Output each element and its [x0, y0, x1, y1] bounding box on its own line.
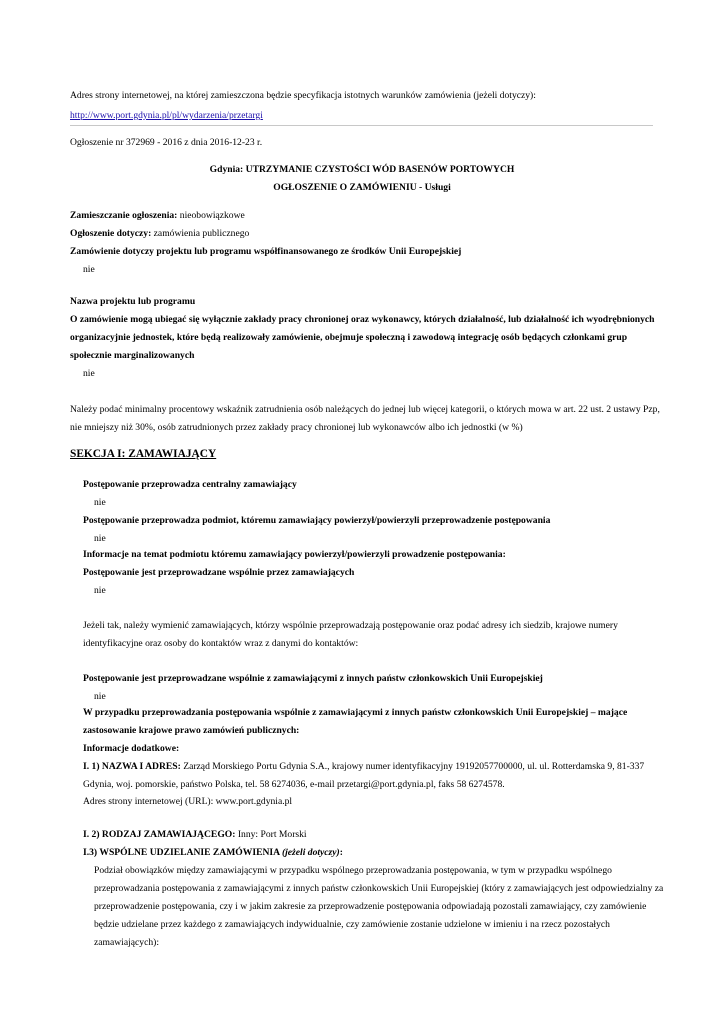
site-url[interactable]: http://www.port.gdynia.pl/pl/wydarzenia/przetargi [70, 110, 263, 121]
eu-project-question: Zamówienie dotyczy projektu lub programu współfinansowanego ze środków Unii Europejskiej [70, 246, 462, 257]
percent-text-1: Należy podać minimalny procentowy wskaźnik zatrudnienia osób należących do jednej lub więcej kategorii, o których mowa w art. 22 ust. 2 ustawy Pzp, [70, 404, 660, 415]
name-address-value: Zarząd Morskiego Portu Gdynia S.A., krajowy numer identyfikacyjny 19192057700000, ul. ul. Rotterdamska 9, 81-337 [183, 761, 645, 772]
division-text-1: Podział obowiązków między zamawiającymi w przypadku wspólnego przeprowadzania postępowania, w tym w przypadku wspólnego [94, 865, 612, 876]
entrusted-question: Postępowanie przeprowadza podmiot, któremu zamawiający powierzył/powierzyli przeprowadzenie postępowania [83, 515, 551, 526]
joint-eu-question: Postępowanie jest przeprowadzane wspólnie z zamawiającymi z innych państw członkowskich Unii Europejskiej [83, 673, 543, 684]
concerns-row [70, 225, 249, 243]
eu-project-answer: nie [83, 264, 95, 275]
central-question: Postępowanie przeprowadza centralny zamawiający [83, 479, 297, 490]
site-url-link[interactable] [70, 107, 263, 125]
name-address-row [83, 758, 644, 776]
address-line-2: Gdynia, woj. pomorskie, państwo Polska, tel. 58 6274036, e-mail przetargi@port.gdynia.pl, faks 58 6274578. [83, 779, 505, 790]
site-label: Adres strony internetowej, na której zamieszczona będzie specyfikacja istotnych warunków zamówienia (jeżeli dotyczy): [70, 90, 536, 101]
sheltered-question-2: organizacyjnie jednostek, które będą realizowały zamówienie, obejmuje społeczną i zawodową integrację osób będących członkami grup [70, 332, 628, 343]
joint-award-label: I.3) WSPÓLNE UDZIELANIE ZAMÓWIENIA [83, 847, 280, 858]
entrusted-answer: nie [94, 533, 106, 544]
website-line: Adres strony internetowej (URL): www.port.gdynia.pl [83, 796, 293, 807]
sheltered-question-1: O zamówienie mogą ubiegać się wyłącznie zakłady pracy chronionej oraz wykonawcy, których działalność, lub działalność ich wyodrębnionych [70, 314, 655, 325]
percent-text-2: nie mniejszy niż 30%, osób zatrudnionych przez zakłady pracy chronionej lub wykonawców albo ich jednostki (w %) [70, 422, 523, 433]
posting-label: Zamieszczanie ogłoszenia: [70, 210, 178, 221]
posting-value: nieobowiązkowe [179, 210, 245, 221]
sheltered-question-3: społecznie marginalizowanych [70, 350, 195, 361]
division-text-5: zamawiających): [94, 937, 159, 948]
section-1-heading: SEKCJA I: ZAMAWIAJĄCY [70, 448, 217, 460]
contracting-type-row [83, 826, 307, 844]
posting-row [70, 207, 245, 225]
division-text-2: przeprowadzania postępowania z zamawiającymi z innych państw członkowskich Unii Europejskiej (który z zamawiających jest odpowiedzialny za [94, 883, 664, 894]
joint-description-2: identyfikacyjne oraz osoby do kontaktów wraz z danymi do kontaktów: [83, 638, 359, 649]
joint-description-1: Jeżeli tak, należy wymienić zamawiających, którzy wspólnie przeprowadzają postępowanie oraz podać adresy ich siedzib, krajowe numery [83, 620, 618, 631]
central-answer: nie [94, 497, 106, 508]
joint-award-note: (jeżeli dotyczy) [281, 847, 340, 858]
contracting-type-label: I. 2) RODZAJ ZAMAWIAJĄCEGO: [83, 829, 236, 840]
joint-award-colon: : [339, 847, 343, 858]
division-text-4: będzie udzielane przez każdego z zamawiających indywidualnie, czy zamówienie zostanie udzielone w imieniu i na rzecz pozostałych [94, 919, 610, 930]
concerns-value: zamówienia publicznego [153, 228, 250, 239]
division-text-3: przeprowadzenie postępowania, czy i w jakim zakresie za przeprowadzenie postępowania odpowiadają pozostali zamawiający, czy zamówienie [94, 901, 647, 912]
joint-answer: nie [94, 585, 106, 596]
contracting-type-value: Inny: Port Morski [237, 829, 307, 840]
sheltered-answer: nie [83, 368, 95, 379]
title-line-1: Gdynia: UTRZYMANIE CZYSTOŚCI WÓD BASENÓW PORTOWYCH [209, 164, 515, 175]
joint-eu-answer: nie [94, 691, 106, 702]
project-name-label: Nazwa projektu lub programu [70, 296, 196, 307]
joint-eu-law-1: W przypadku przeprowadzania postępowania wspólnie z zamawiającymi z innych państw członkowskich Unii Europejskiej – mające [83, 707, 628, 718]
concerns-label: Ogłoszenie dotyczy: [70, 228, 152, 239]
joint-eu-law-2: zastosowanie krajowe prawo zamówień publicznych: [83, 725, 300, 736]
name-address-label: I. 1) NAZWA I ADRES: [83, 761, 181, 772]
joint-question: Postępowanie jest przeprowadzane wspólnie przez zamawiających [83, 567, 355, 578]
joint-award-row [83, 844, 343, 862]
title-line-2: OGŁOSZENIE O ZAMÓWIENIU - Usługi [273, 182, 451, 193]
entity-info-label: Informacje na temat podmiotu któremu zamawiający powierzył/powierzyli prowadzenie postępowania: [83, 549, 506, 560]
divider [70, 125, 653, 126]
additional-info-label: Informacje dodatkowe: [83, 743, 180, 754]
notice-number: Ogłoszenie nr 372969 - 2016 z dnia 2016-12-23 r. [70, 137, 263, 148]
